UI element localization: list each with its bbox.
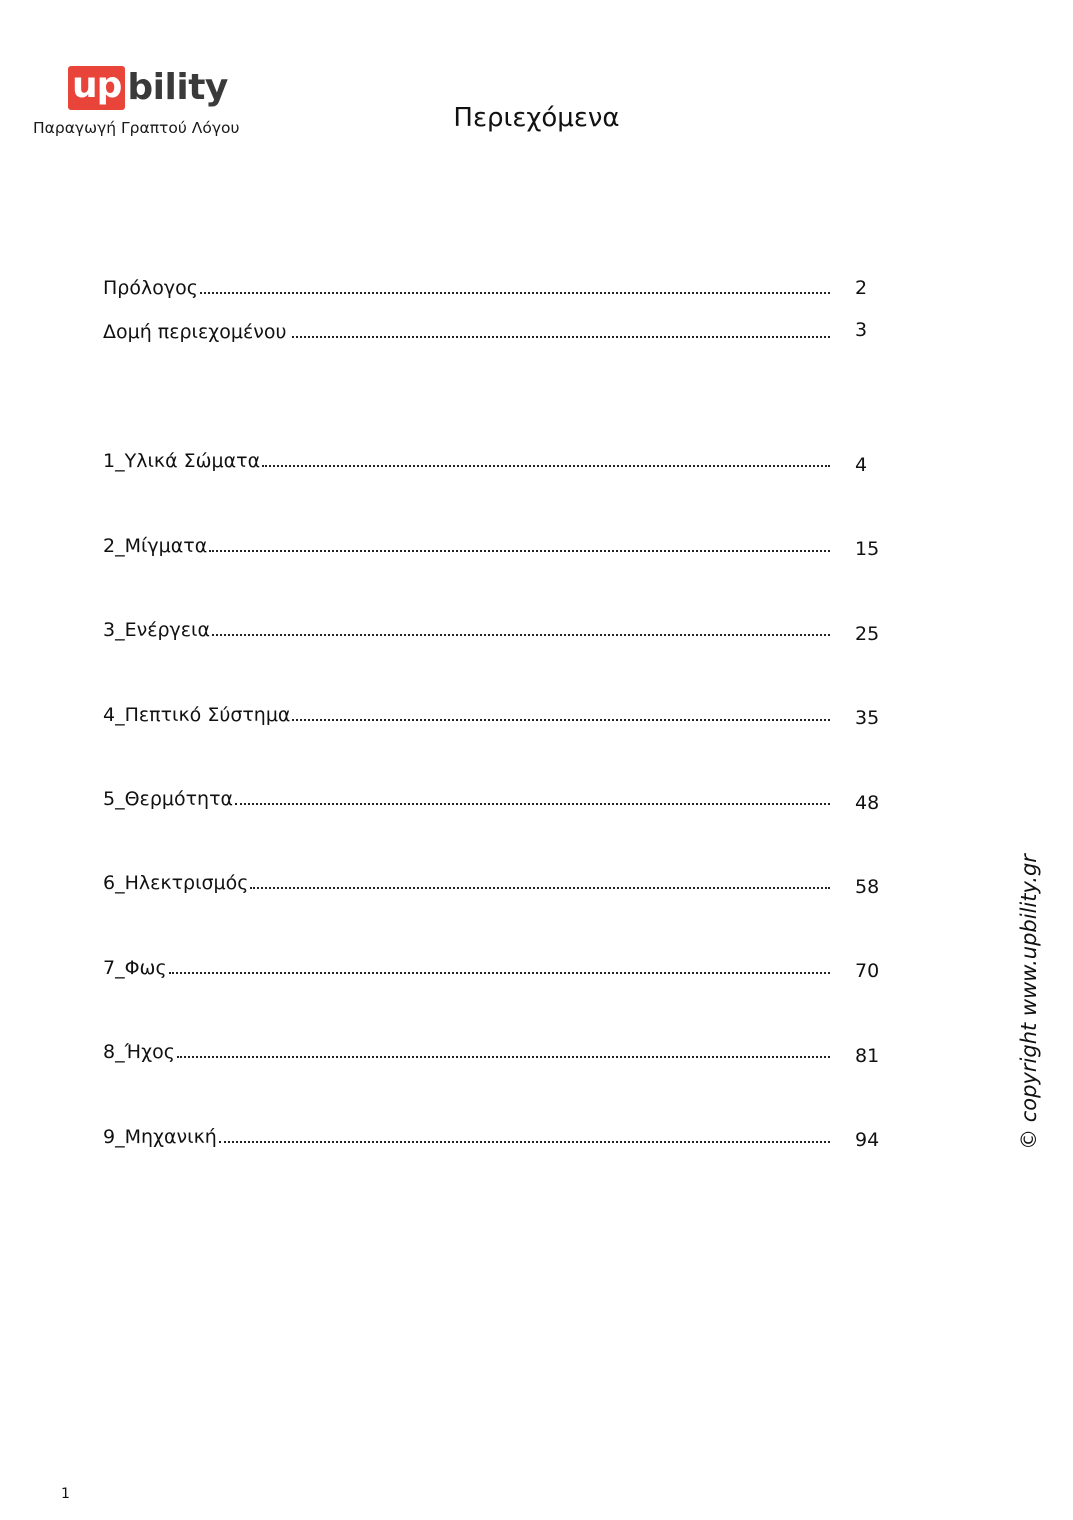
toc-entry-chapter-9[interactable]: [103, 1123, 830, 1149]
copyright-notice: © copyright www.upbility.gr: [1017, 854, 1041, 1150]
page-title: Περιεχόμενα: [453, 103, 620, 133]
toc-entry-page: 4: [855, 454, 868, 476]
toc-entry-page: 3: [855, 319, 868, 341]
toc-entry-chapter-8[interactable]: [103, 1038, 830, 1064]
toc-entry-chapter-6[interactable]: [103, 869, 830, 895]
logo-up-mark: up: [68, 66, 125, 110]
dot-leader: [212, 634, 830, 636]
dot-leader: [209, 550, 830, 552]
toc-entry-label: 8_Ήχος: [103, 1041, 175, 1063]
toc-entry-label: 7_Φως: [103, 957, 167, 979]
dot-leader: [200, 292, 830, 294]
toc-entry-label: 2_Μίγματα: [103, 535, 208, 557]
dot-leader: [177, 1056, 830, 1058]
toc-entry-label: 9_Μηχανική: [103, 1126, 217, 1148]
toc-entry-page: 15: [855, 538, 880, 560]
toc-entry-page: 2: [855, 277, 868, 299]
toc-entry-chapter-4[interactable]: [103, 701, 830, 727]
toc-entry-page: 25: [855, 623, 880, 645]
toc-entry-label: 6_Ηλεκτρισμός: [103, 872, 249, 894]
toc-entry-page: 94: [855, 1129, 880, 1151]
toc-entry-label: 1_Υλικά Σώματα: [103, 450, 261, 472]
dot-leader: [292, 336, 830, 338]
toc-entry-content-structure[interactable]: [103, 318, 830, 344]
toc-entry-label: 4_Πεπτικό Σύστημα: [103, 704, 291, 726]
dot-leader: [250, 887, 830, 889]
dot-leader: [169, 972, 830, 974]
toc-entry-page: 81: [855, 1045, 880, 1067]
toc-entry-chapter-7[interactable]: [103, 954, 830, 980]
toc-entry-prologue[interactable]: [103, 274, 830, 300]
toc-entry-label: 3_Ενέργεια: [103, 619, 211, 641]
toc-entry-page: 58: [855, 876, 880, 898]
dot-leader: [292, 719, 830, 721]
toc-entry-chapter-1[interactable]: [103, 447, 830, 473]
toc-entry-label: Δομή περιεχομένου: [103, 321, 287, 343]
toc-entry-chapter-3[interactable]: [103, 616, 830, 642]
toc-entry-page: 48: [855, 792, 880, 814]
toc-entry-chapter-5[interactable]: [103, 785, 830, 811]
page-number: 1: [61, 1486, 70, 1502]
dot-leader: [262, 465, 830, 467]
toc-entry-label: 5_Θερμότητα: [103, 788, 234, 810]
toc-entry-label: Πρόλογος: [103, 277, 198, 299]
toc-entry-page: 35: [855, 707, 880, 729]
dot-leader: [219, 1141, 830, 1143]
toc-entry-page: 70: [855, 960, 880, 982]
toc-entry-chapter-2[interactable]: [103, 532, 830, 558]
dot-leader: [235, 803, 830, 805]
logo-wordmark: bility: [127, 67, 228, 108]
logo-tagline: Παραγωγή Γραπτού Λόγου: [33, 119, 240, 137]
